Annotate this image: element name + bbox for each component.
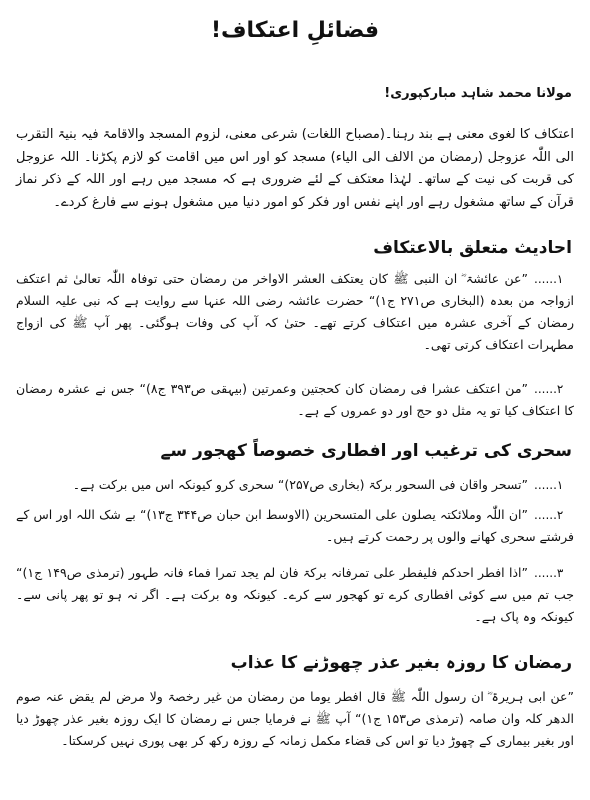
entry-text: ”عن عائشۃ ؓ ان النبی ﷺ کان یعتکف العشر الاواخر من رمضان حتی توفاہ اللّٰہ تعالیٰ ثم اعتکف ازواجہ من بعدہ (البخاری ص۲۷۱ ج۱)“ حضرت عائشہ رضی اللہ عنہا سے روایت ہے کہ نبی علیہ السلام رمضان کے آخری عشرہ میں اعتکاف کرتے تھے۔ حتیٰ کہ آپ کی وفات ہوگئی۔ پھر آپ ﷺ کی ازواج مطہرات اعتکاف کرتی تھی۔ [16, 271, 574, 352]
entry-text: ”ان اللّٰہ وملائکتہ یصلون علی المتسحرین (الاوسط ابن حبان ص۳۴۴ ج۱۳)“ بے شک اللہ اور اس کے فرشتے سحری کھانے والوں پر رحمت کرتے ہیں۔ [16, 507, 574, 544]
entry-number: ۲...... [534, 382, 564, 396]
author-name: مولانا محمد شاہد مبارکپوری! [384, 86, 572, 101]
section-heading-suhoor: سحری کی ترغیب اور افطاری خصوصاً کھجور سے [160, 441, 572, 461]
entry-text: ”تسحر واقان فی السحور برکۃ (بخاری ص۲۵۷)“ سحری کرو کیونکہ اس میں برکت ہے۔ [72, 477, 528, 492]
entry-text: ”عن ابی ہریرۃ ؓ ان رسول اللّٰہ ﷺ قال افطر یوما من رمضان من غیر رخصۃ ولا مرض لم یقض عنہ صوم الدھر کلہ وان صامہ (ترمذی ص۱۵۳ ج۱)“ آپ ﷺ نے فرمایا جس نے رمضان کا ایک روزہ بغیر عذر چھوڑ دیا اور بغیر بیماری کے چھوڑ دیا تو اس کی قضاء مکمل زمانہ کے روزہ رکھ کر بھی پوری نہیں کرسکتا۔ [16, 689, 575, 748]
hadith-entry [16, 378, 574, 422]
entry-number: ۱...... [534, 272, 564, 286]
hadith-entry [16, 562, 574, 628]
hadith-entry [16, 504, 574, 548]
section-heading-punishment: رمضان کا روزہ بغیر عذر چھوڑنے کا عذاب [230, 653, 572, 673]
hadith-entry [16, 268, 574, 356]
entry-number: ۳...... [534, 566, 564, 580]
entry-number: ۲...... [534, 508, 564, 522]
hadith-entry [16, 474, 574, 496]
intro-paragraph: اعتکاف کا لغوی معنی ہے بند رہنا۔(مصباح اللغات) شرعی معنی، لزوم المسجد والاقامۃ فیہ بنیۃ التقرب الی اللّٰہ عزوجل (رمضان من الالف الی الیاء) مسجد کو اور اس میں اقامت کو لازم پکڑنا۔ اللہ عزوجل کی قربت کی نیت کے ساتھ۔ لہٰذا معتکف کے لئے ضروری ہے کہ مسجد میں رہے اور اللہ کے ذکر نماز قرآن کے ساتھ مشغول رہے اور اپنے نفس اور فکر کو امور دنیا میں مشغول ہونے سے فارغ کردے۔ [16, 127, 574, 210]
entry-number: ۱...... [534, 478, 564, 492]
section-heading-hadith: احادیث متعلق بالاعتکاف [373, 238, 572, 258]
entry-text: ”من اعتکف عشرا فی رمضان کان کحجتین وعمرتین (بیہقی ص۳۹۳ ج۸)“ جس نے عشرہ رمضان کا اعتکاف کیا تو یہ مثل دو حج اور دو عمروں کے ہے۔ [16, 381, 574, 418]
page-title: فضائلِ اعتکاف! [210, 18, 380, 43]
entry-text: ”اذا افطر احدکم فلیفطر علی تمرفانہ برکۃ فان لم یجد تمرا فماء فانہ طہور (ترمذی ص۱۴۹ ج۱)“ جب تم میں سے کوئی افطاری کرے تو کھجور سے کرے۔ کیونکہ وہ برکت ہے۔ اگر نہ ہو تو پھر پانی سے۔ کیونکہ وہ پاک ہے۔ [16, 565, 574, 624]
hadith-entry [16, 686, 574, 752]
